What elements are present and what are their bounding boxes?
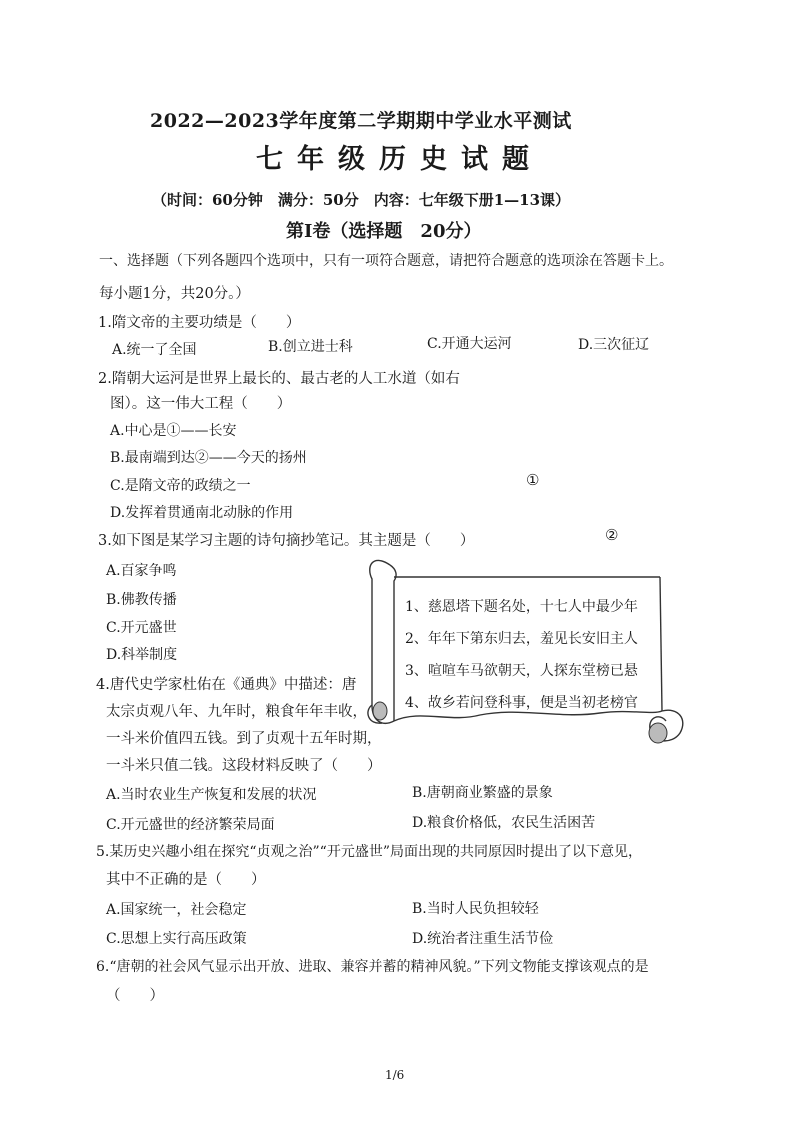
q3-option-d: D.科举制度 [106, 647, 178, 663]
q5-option-b: B.当时人民负担较轻 [412, 901, 539, 917]
q4-option-a: A.当时农业生产恢复和发展的状况 [106, 787, 317, 803]
exam-title-line1: 2022—2023学年度第二学期期中学业水平测试 [150, 110, 572, 132]
q1-option-b: B.创立进士科 [268, 339, 353, 355]
q3-option-a: A.百家争鸣 [106, 563, 177, 579]
q4-stem-line4: 一斗米只值二钱。这段材料反映了（ ） [106, 758, 382, 774]
q5-option-d: D.统治者注重生活节俭 [412, 931, 554, 947]
scroll-line-1: 1、慈恩塔下题名处，十七人中最少年 [405, 599, 638, 615]
exam-meta-line: （时间：60分钟 满分：50分 内容：七年级下册1—13课） [152, 191, 571, 209]
q2-option-b: B.最南端到达②——今天的扬州 [110, 450, 307, 466]
q2-option-c: C.是隋文帝的政绩之一 [110, 478, 251, 494]
q4-stem-line3: 一斗米价值四五钱。到了贞观十五年时期， [106, 731, 382, 747]
scroll-line-4: 4、故乡若问登科事，便是当初老榜官 [405, 695, 638, 711]
page-number: 1/6 [385, 1068, 405, 1082]
q6-stem-line1: 6.“唐朝的社会风气显示出开放、进取、兼容并蓄的精神风貌。”下列文物能支撑该观点的是 [96, 959, 649, 975]
q4-option-c: C.开元盛世的经济繁荣局面 [106, 817, 275, 833]
q5-stem-line2: 其中不正确的是（ ） [106, 872, 266, 888]
q3-stem: 3.如下图是某学习主题的诗句摘抄笔记。其主题是（ ） [98, 533, 475, 549]
q2-stem-line1: 2.隋朝大运河是世界上最长的、最古老的人工水道（如右 [98, 371, 460, 387]
q4-stem-line1: 4.唐代史学家杜佑在《通典》中描述：唐 [96, 677, 357, 693]
q5-stem-line1: 5.某历史兴趣小组在探究“贞观之治”“开元盛世”局面出现的共同原因时提出了以下意见， [96, 844, 642, 860]
q5-option-c: C.思想上实行高压政策 [106, 931, 247, 947]
q2-option-d: D.发挥着贯通南北动脉的作用 [110, 505, 294, 521]
q4-option-b: B.唐朝商业繁盛的景象 [412, 785, 553, 801]
scroll-line-3: 3、喧喧车马欲朝天，人探东堂榜已悬 [405, 663, 638, 679]
q1-option-a: A.统一了全国 [112, 342, 197, 358]
q4-stem-line2: 太宗贞观八年、九年时，粮食年年丰收， [106, 704, 367, 720]
section-title: 第Ⅰ卷（选择题 20分） [286, 221, 482, 242]
instructions-line2: 每小题1分，共20分。） [99, 286, 250, 302]
q4-option-d: D.粮食价格低，农民生活困苦 [412, 815, 596, 831]
q3-option-b: B.佛教传播 [106, 592, 177, 608]
q1-option-c: C.开通大运河 [427, 336, 512, 352]
map-marker-1: ① [526, 471, 540, 489]
q6-stem-line2: （ ） [106, 988, 164, 1004]
q2-stem-line2: 图）。这一伟大工程（ ） [110, 396, 292, 412]
q5-option-a: A.国家统一，社会稳定 [106, 902, 247, 918]
q1-stem: 1.隋文帝的主要功绩是（ ） [98, 315, 301, 331]
exam-title-line2: 七年级历史试题 [256, 144, 543, 175]
q1-option-d: D.三次征辽 [578, 337, 650, 353]
q2-option-a: A.中心是①——长安 [110, 423, 237, 439]
q3-option-c: C.开元盛世 [106, 620, 177, 636]
map-marker-2: ② [605, 526, 619, 544]
instructions-line1: 一、选择题（下列各题四个选项中，只有一项符合题意，请把符合题意的选项涂在答题卡上。 [99, 253, 673, 269]
scroll-line-2: 2、年年下第东归去，羞见长安旧主人 [405, 631, 638, 647]
